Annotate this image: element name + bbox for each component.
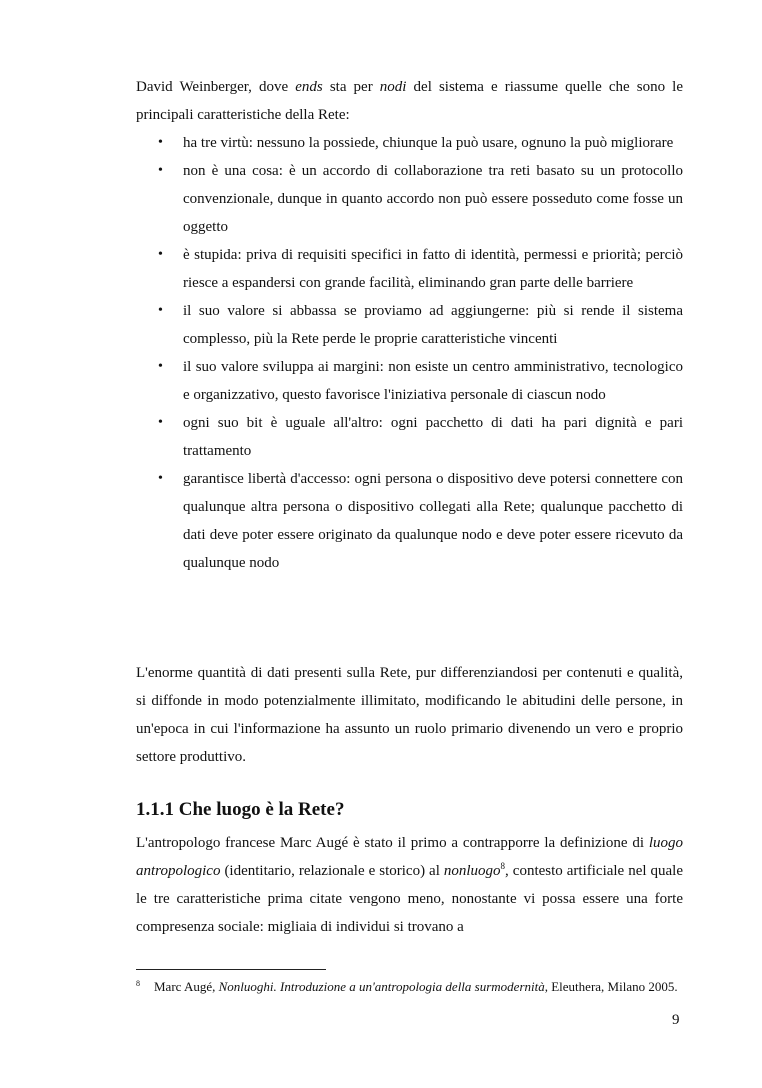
bullet-icon: • bbox=[158, 303, 163, 318]
list-item: • ha tre virtù: nessuno la possiede, chiunque la può usare, ognuno la può migliorare bbox=[136, 129, 683, 157]
intro-emphasis-ends: ends bbox=[295, 79, 323, 95]
intro-text-2: sta per bbox=[322, 79, 380, 95]
footnote bbox=[136, 978, 683, 995]
bullet-icon: • bbox=[158, 247, 163, 262]
body-paragraph-2: L'enorme quantità di dati presenti sulla Rete, pur differenziandosi per contenuti e qualità, si diffonde in modo potenzialmente illimitato, modificando le abitudini delle persone, in un'epoca in cui l'informazione ha assunto un ruolo primario divenendo un vero e proprio settore produttivo. bbox=[136, 665, 683, 765]
section-heading: 1.1.1 Che luogo è la Rete? bbox=[136, 799, 345, 820]
intro-paragraph bbox=[136, 73, 683, 129]
footnote-divider bbox=[136, 969, 326, 970]
body-paragraph-3 bbox=[136, 829, 683, 941]
list-item: • non è una cosa: è un accordo di collaborazione tra reti basato su un protocollo convenzionale, dunque in quanto accordo non può essere posseduto come fosse un oggetto bbox=[136, 157, 683, 241]
list-item: • il suo valore si abbassa se proviamo ad aggiungerne: più si rende il sistema complesso, più la Rete perde le proprie caratteristiche vincenti bbox=[136, 297, 683, 353]
footnote-marker: 8 bbox=[136, 979, 140, 988]
list-item: • è stupida: priva di requisiti specifici in fatto di identità, permessi e priorità; perciò riesce a espandersi con grande facilità, eliminando gran parte delle barriere bbox=[136, 241, 683, 297]
para3-emphasis-nonluogo: nonluogo bbox=[443, 863, 501, 879]
footnote-title: Nonluoghi. Introduzione a un'antropologia della surmodernità bbox=[218, 979, 545, 994]
para3-text-c: , contesto artificiale nel quale le tre caratteristiche prima citate vengono meno, nonostante vi possa essere una forte compresenza sociale: migliaia di individui si trovano a bbox=[136, 863, 684, 935]
list-item: • il suo valore sviluppa ai margini: non esiste un centro amministrativo, tecnologico e organizzativo, questo favorisce l'iniziativa personale di ciascun nodo bbox=[136, 353, 683, 409]
para3-text-a: L'antropologo francese Marc Augé è stato il primo a contrapporre la definizione di bbox=[136, 835, 649, 851]
intro-text-3: del sistema e riassume quelle che sono le principali caratteristiche della Rete: bbox=[136, 79, 683, 123]
bullet-icon: • bbox=[158, 135, 163, 150]
list-item: • ogni suo bit è uguale all'altro: ogni pacchetto di dati ha pari dignità e pari trattamento bbox=[136, 409, 683, 465]
para3-text-b: (identitario, relazionale e storico) al bbox=[220, 863, 444, 879]
footnote-reference[interactable]: 8 bbox=[500, 861, 506, 871]
para3-emphasis-luogo: luogo antropologico bbox=[136, 835, 683, 879]
footnote-text: Marc Augé, Nonluoghi. Introduzione a un'antropologia della surmodernità, Eleuthera, Milano 2005. bbox=[154, 979, 678, 994]
intro-text-1: David Weinberger, dove bbox=[136, 79, 296, 95]
bullet-icon: • bbox=[158, 359, 163, 374]
intro-emphasis-nodi: nodi bbox=[379, 79, 407, 95]
bullet-icon: • bbox=[158, 471, 163, 486]
characteristics-list bbox=[136, 129, 683, 577]
list-item: • garantisce libertà d'accesso: ogni persona o dispositivo deve potersi connettere con qualunque altra persona o dispositivo collegati alla Rete; qualunque pacchetto di dati deve poter essere originato da qualunque nodo e deve poter essere ricevuto da qualunque nodo bbox=[136, 465, 683, 577]
bullet-icon: • bbox=[158, 163, 163, 178]
page-number: 9 bbox=[672, 1012, 680, 1028]
bullet-icon: • bbox=[158, 415, 163, 430]
